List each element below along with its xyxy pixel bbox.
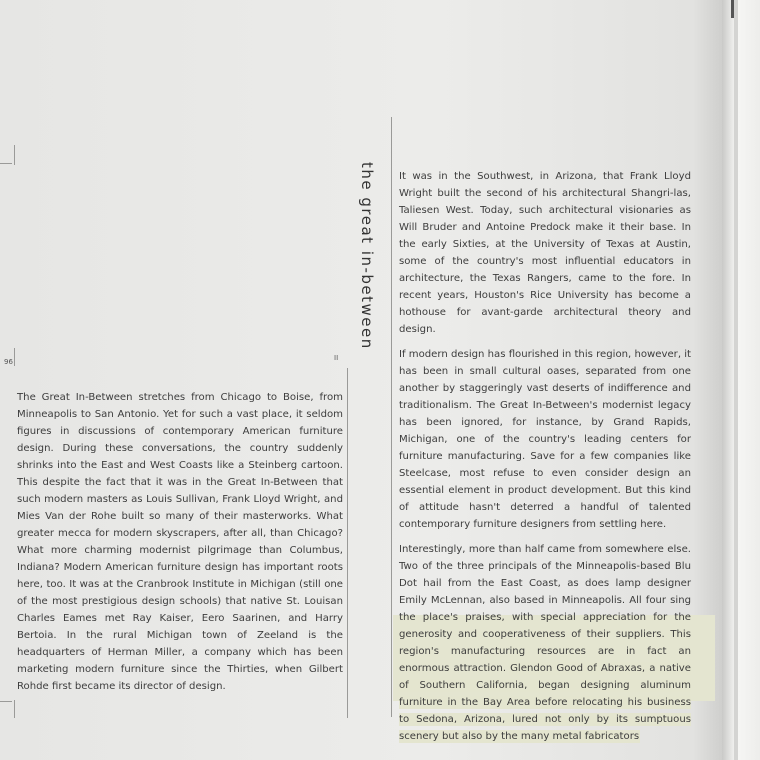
right-paragraph-2: If modern design has flourished in this region, however, it has been in small cultural oases, separated from one another by staggeringly vast deserts of indifference and traditionalism. The Great In-Between's modernist legacy has been ignored, for instance, by Grand Rapids, Michigan, one of the country's leading centers for furniture manufacturing. Save for a few companies like Steelcase, most refuse to even consider design an essential element in product development. But this kind of attitude hasn't deterred a handful of talented contemporary furniture designers from settling here. (399, 349, 691, 530)
left-margin-tick-top (0, 163, 12, 164)
right-paragraph-3 (399, 541, 691, 745)
center-vertical-rule (347, 368, 348, 718)
highlighted-text: Glendon Good of Abraxas, a native of Southern California, began designing aluminum furniture in the Bay Area before relocating his business to Sedona, Arizona, lured not only by its sumptuous scenery but also by the many metal fabricators (399, 663, 691, 742)
right-vertical-rule (391, 117, 392, 717)
right-column (399, 168, 691, 753)
left-vertical-rule-mid (14, 348, 15, 366)
section-number: II (334, 354, 339, 362)
page-number: 96 (4, 358, 13, 366)
right-paragraph-1: It was in the Southwest, in Arizona, that Frank Lloyd Wright built the second of his architectural Shangri-las, Taliesen West. Today, such architectural visionaries as Will Bruder and Antoine Predock make it their base. In the early Sixties, at the University of Texas at Austin, some of the country's most influential educators in architecture, the Texas Rangers, came to the fore. In recent years, Houston's Rice University has become a hothouse for avant-garde architectural theory and design. (399, 171, 691, 335)
left-paragraph: The Great In-Between stretches from Chicago to Boise, from Minneapolis to San Antonio. Yet for such a vast place, it seldom figures in discussions of contemporary American furniture design. During these conversations, the country suddenly shrinks into the East and West Coasts like a Steinberg cartoon. This despite the fact that it was in the Great In-Between that such modern masters as Louis Sullivan, Frank Lloyd Wright, and Mies Van der Rohe built so many of their masterworks. What greater mecca for modern skyscrapers, after all, than Chicago? What more charming modernist pilgrimage than Columbus, Indiana? Modern American furniture design has important roots here, too. It was at the Cranbrook Institute in Michigan (still one of the most prestigious design schools) that native St. Louisan Charles Eames met Ray Kaiser, Eero Saarinen, and Harry Bertoia. In the rural Michigan town of Zeeland is the headquarters of Herman Miller, a company which has been marketing modern furniture since the Thirties, when Gilbert Rohde first became its director of design. (17, 392, 343, 692)
page-gutter-shadow (722, 0, 734, 760)
left-column (17, 389, 343, 695)
spine-mark (731, 0, 734, 18)
left-vertical-rule-top (14, 145, 15, 165)
left-margin-tick-bottom (0, 701, 12, 702)
paragraph-3-text: Interestingly, more than half came from somewhere else. Two of the three principals of the Minneapolis-based Blu Dot hail from the East Coast, as does lamp designer Emily McLennan, also based in Minneapolis. All four sing the place's praises, with special appreciation for the generosity and cooperativeness of their suppliers. This region's manufacturing resources are in fact an enormous attraction. (399, 544, 691, 674)
facing-page-edge (738, 0, 760, 760)
chapter-title: the great in-between (358, 162, 376, 350)
left-vertical-rule-bottom (14, 700, 15, 718)
